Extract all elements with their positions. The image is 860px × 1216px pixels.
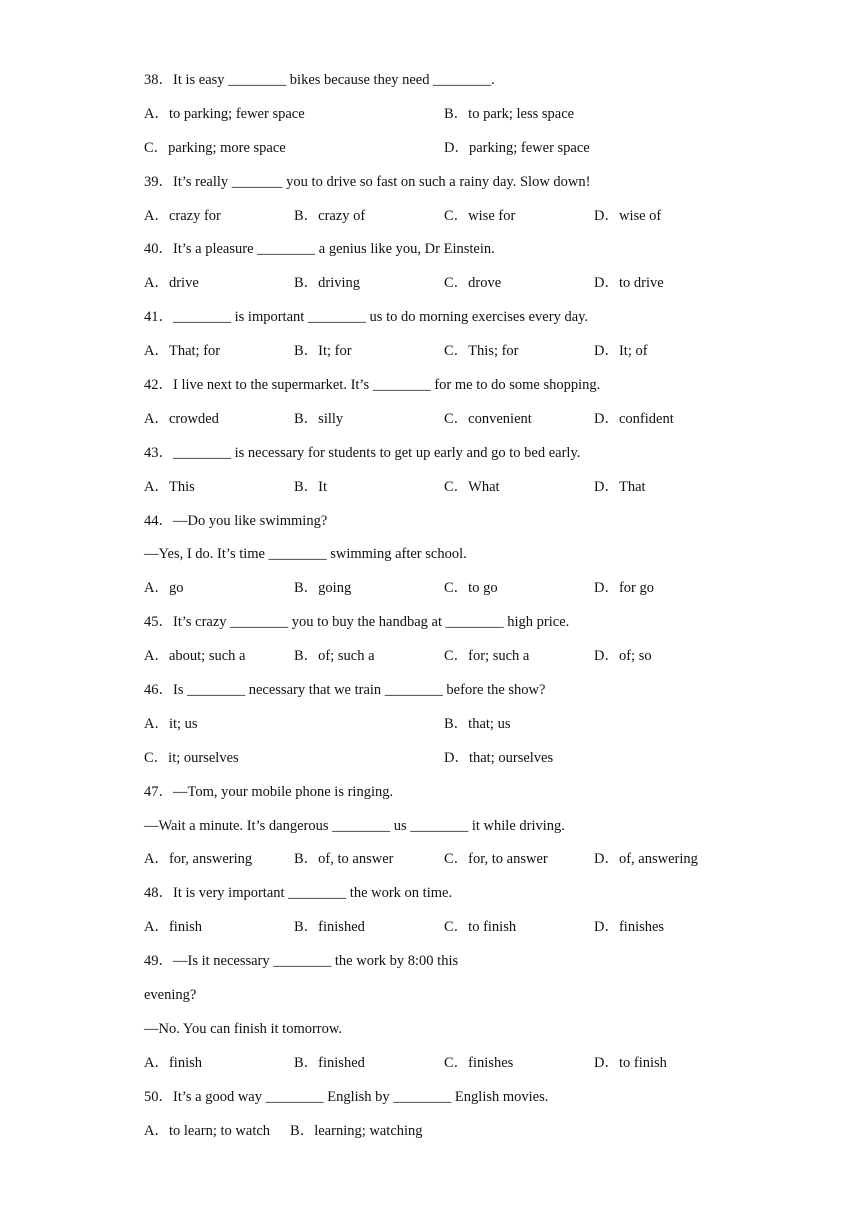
answer-options-row: [144, 748, 744, 768]
question-line: 41．________ is important ________ us to do morning exercises every day.: [144, 309, 589, 326]
question-line: 38．It is easy ________ bikes because they need ________.: [144, 72, 495, 88]
option-a: A．That; for: [144, 343, 221, 360]
option-c: C．finishes: [444, 1054, 514, 1071]
option-d: D．for go: [594, 580, 655, 597]
answer-options-row: [144, 477, 744, 497]
option-c: C．for, to answer: [444, 851, 548, 868]
option-a: A．finish: [144, 1054, 202, 1071]
option-b: B．It: [294, 478, 328, 495]
option-c: C．to finish: [444, 919, 517, 936]
option-b: B．finished: [294, 1054, 365, 1071]
option-a: A．finish: [144, 919, 202, 936]
option-c: C．This; for: [444, 343, 519, 360]
option-d: D．that; ourselves: [444, 749, 554, 766]
option-d: D．to finish: [594, 1054, 667, 1071]
option-a: A．drive: [144, 275, 199, 292]
question-line: —Yes, I do. It’s time ________ swimming after school.: [144, 546, 467, 563]
answer-options-row: [144, 1121, 744, 1141]
answer-options-row: [144, 138, 744, 158]
option-c: C．convenient: [444, 410, 532, 427]
question-line: 48．It is very important ________ the work on time.: [144, 885, 453, 902]
answer-options-row: [144, 273, 744, 293]
answer-options-row: [144, 578, 744, 598]
question-line: evening?: [144, 987, 197, 1004]
option-c: C．for; such a: [444, 648, 530, 665]
option-c: C．What: [444, 478, 500, 495]
option-b: B．silly: [294, 410, 344, 427]
question-line: 46．Is ________ necessary that we train ________ before the show?: [144, 682, 546, 699]
option-d: D．finishes: [594, 919, 665, 936]
question-line: 49．—Is it necessary ________ the work by 8:00 this: [144, 953, 459, 970]
option-d: D．parking; fewer space: [444, 139, 590, 156]
option-d: D．It; of: [594, 343, 648, 360]
option-a: A．go: [144, 580, 184, 597]
option-d: D．confident: [594, 410, 674, 427]
question-line: —No. You can finish it tomorrow.: [144, 1020, 343, 1037]
option-b: B．finished: [294, 919, 365, 936]
answer-options-row: [144, 206, 744, 226]
option-a: A．about; such a: [144, 648, 246, 665]
option-b: B．to park; less space: [444, 105, 575, 122]
question-line: 50．It’s a good way ________ English by ________ English movies.: [144, 1088, 549, 1105]
option-c: C．drove: [444, 275, 502, 292]
option-b: B．of; such a: [294, 648, 375, 665]
option-c: C．it; ourselves: [144, 749, 239, 766]
answer-options-row: [144, 917, 744, 937]
question-line: —Wait a minute. It’s dangerous ________ us ________ it while driving.: [144, 817, 565, 834]
option-d: D．of; so: [594, 648, 652, 665]
option-a: A．crazy for: [144, 207, 221, 224]
option-a: A．it; us: [144, 715, 198, 732]
answer-options-row: [144, 341, 744, 361]
answer-options-row: [144, 1053, 744, 1073]
option-b: B．that; us: [444, 715, 511, 732]
option-a: A．crowded: [144, 410, 219, 427]
option-b: B．of, to answer: [294, 851, 394, 868]
option-b: B．learning; watching: [290, 1122, 423, 1139]
option-c: C．parking; more space: [144, 139, 286, 156]
option-d: D．That: [594, 478, 646, 495]
option-b: B．crazy of: [294, 207, 366, 224]
option-b: B．driving: [294, 275, 361, 292]
answer-options-row: [144, 849, 744, 869]
option-b: B．going: [294, 580, 352, 597]
option-a: A．to parking; fewer space: [144, 105, 305, 122]
option-a: A．to learn; to watch: [144, 1122, 271, 1139]
option-d: D．of, answering: [594, 851, 698, 868]
option-c: C．to go: [444, 580, 498, 597]
option-a: A．for, answering: [144, 851, 253, 868]
question-line: 40．It’s a pleasure ________ a genius like you, Dr Einstein.: [144, 241, 495, 258]
answer-options-row: [144, 714, 744, 734]
question-document: [144, 70, 744, 1155]
question-line: 42．I live next to the supermarket. It’s ________ for me to do some shopping.: [144, 377, 601, 394]
question-line: 45．It’s crazy ________ you to buy the handbag at ________ high price.: [144, 614, 570, 631]
option-c: C．wise for: [444, 207, 516, 224]
option-d: D．wise of: [594, 207, 662, 224]
answer-options-row: [144, 104, 744, 124]
option-a: A．This: [144, 478, 195, 495]
question-line: 44．—Do you like swimming?: [144, 512, 328, 529]
question-line: 39．It’s really _______ you to drive so fast on such a rainy day. Slow down!: [144, 173, 591, 190]
option-d: D．to drive: [594, 275, 664, 292]
answer-options-row: [144, 409, 744, 429]
question-line: 43．________ is necessary for students to get up early and go to bed early.: [144, 444, 581, 461]
answer-options-row: [144, 646, 744, 666]
question-line: 47．—Tom, your mobile phone is ringing.: [144, 783, 394, 800]
option-b: B．It; for: [294, 343, 352, 360]
